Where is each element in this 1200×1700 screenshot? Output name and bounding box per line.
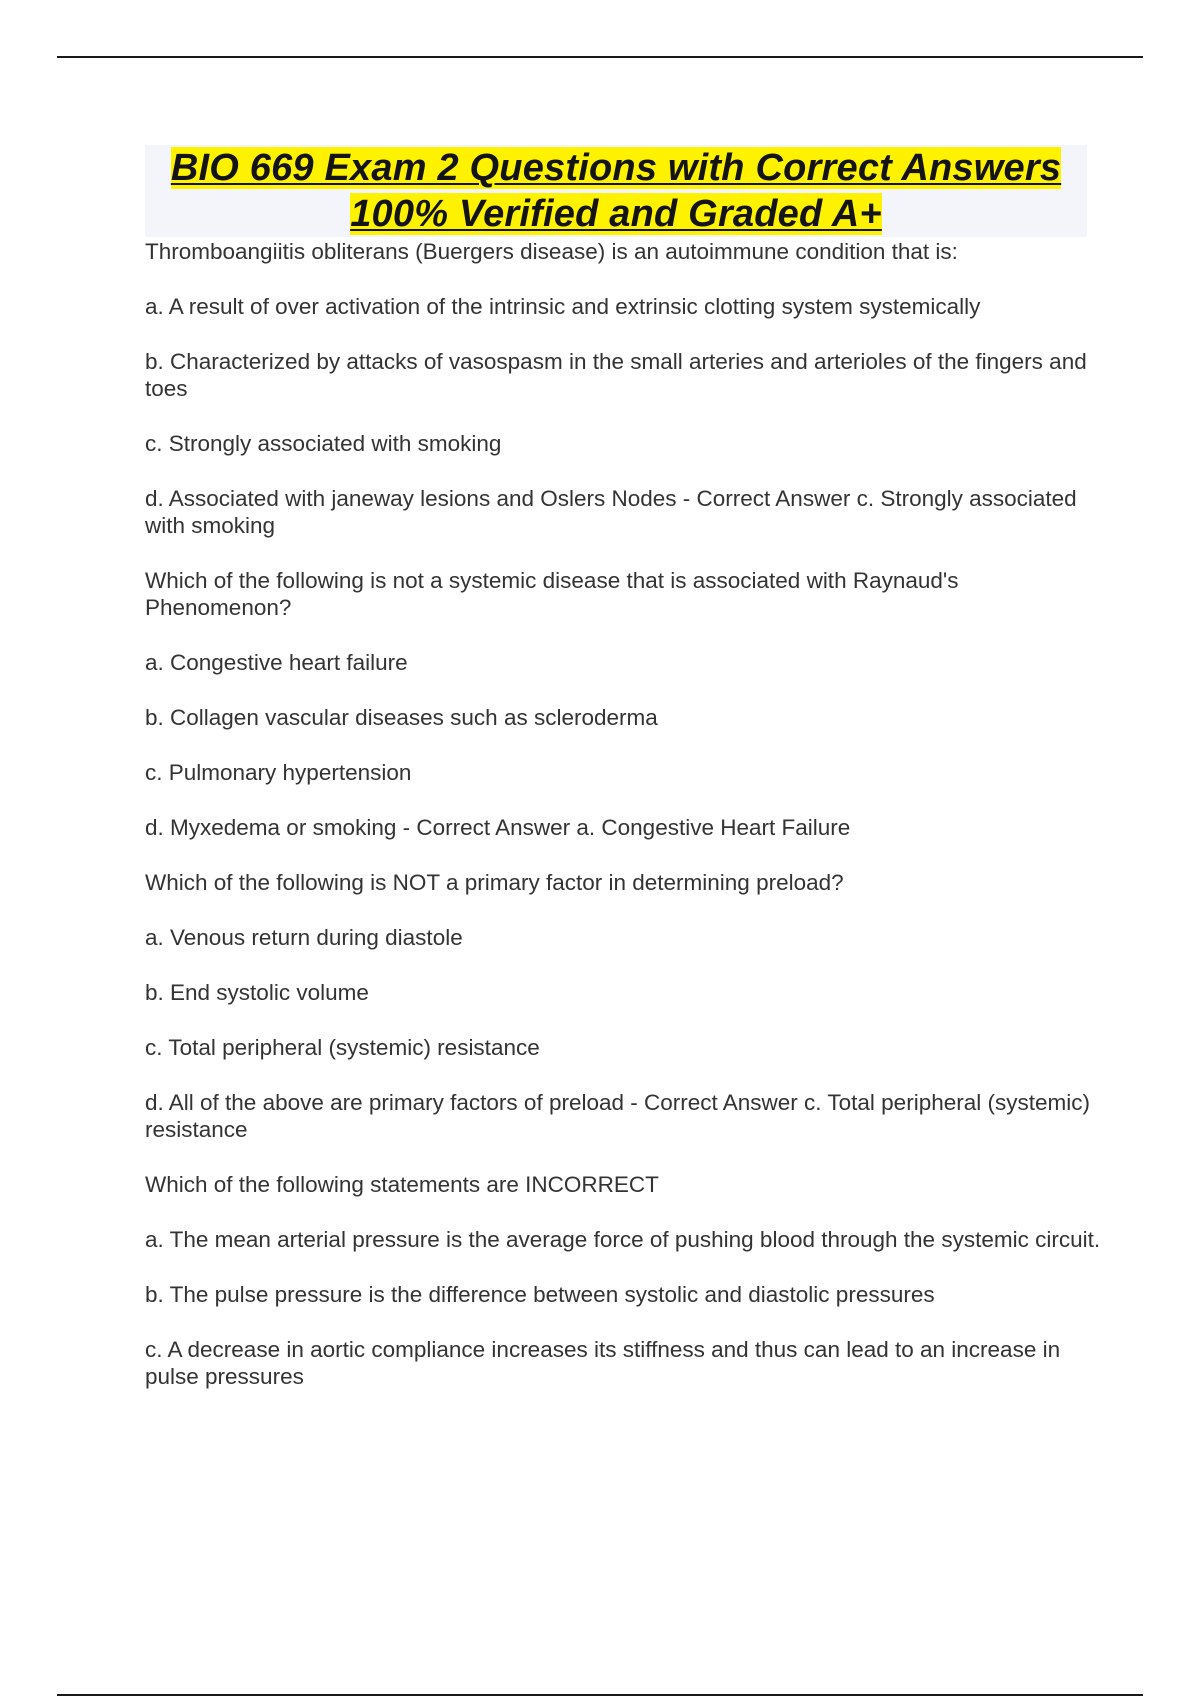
document-title [145, 145, 1087, 237]
question-2-option-d-answer: d. Myxedema or smoking - Correct Answer a. Congestive Heart Failure [145, 815, 851, 840]
header-rule [57, 56, 1143, 58]
title-line-2: 100% Verified and Graded A+ [350, 193, 882, 235]
question-1-option-a: a. A result of over activation of the intrinsic and extrinsic clotting system systemically [145, 294, 981, 319]
question-2-option-a: a. Congestive heart failure [145, 650, 408, 675]
question-1-stem: Thromboangiitis obliterans (Buergers disease) is an autoimmune condition that is: [145, 239, 958, 264]
question-3-option-d-answer: d. All of the above are primary factors of preload - Correct Answer c. Total peripheral (systemic) resistance [145, 1090, 1090, 1142]
question-3-stem: Which of the following is NOT a primary factor in determining preload? [145, 870, 844, 895]
question-1-option-c: c. Strongly associated with smoking [145, 431, 502, 456]
title-line-1: BIO 669 Exam 2 Questions with Correct Answers [170, 147, 1062, 189]
question-3-option-c: c. Total peripheral (systemic) resistance [145, 1035, 540, 1060]
question-4-option-c: c. A decrease in aortic compliance increases its stiffness and thus can lead to an increase in pulse pressures [145, 1337, 1061, 1389]
question-4-option-a: a. The mean arterial pressure is the average force of pushing blood through the systemic circuit. [145, 1227, 1101, 1252]
question-2-option-b: b. Collagen vascular diseases such as scleroderma [145, 705, 658, 730]
document-body [145, 238, 1105, 1418]
question-1-option-b: b. Characterized by attacks of vasospasm in the small arteries and arterioles of the fingers and toes [145, 349, 1087, 401]
question-1-option-d-answer: d. Associated with janeway lesions and Oslers Nodes - Correct Answer c. Strongly associated with smoking [145, 486, 1077, 538]
question-4-stem: Which of the following statements are INCORRECT [145, 1172, 659, 1197]
question-2-option-c: c. Pulmonary hypertension [145, 760, 412, 785]
question-2-stem: Which of the following is not a systemic disease that is associated with Raynaud's Phenomenon? [145, 568, 959, 620]
question-3-option-b: b. End systolic volume [145, 980, 369, 1005]
footer-rule [57, 1694, 1143, 1696]
question-4-option-b: b. The pulse pressure is the difference between systolic and diastolic pressures [145, 1282, 935, 1307]
question-3-option-a: a. Venous return during diastole [145, 925, 463, 950]
